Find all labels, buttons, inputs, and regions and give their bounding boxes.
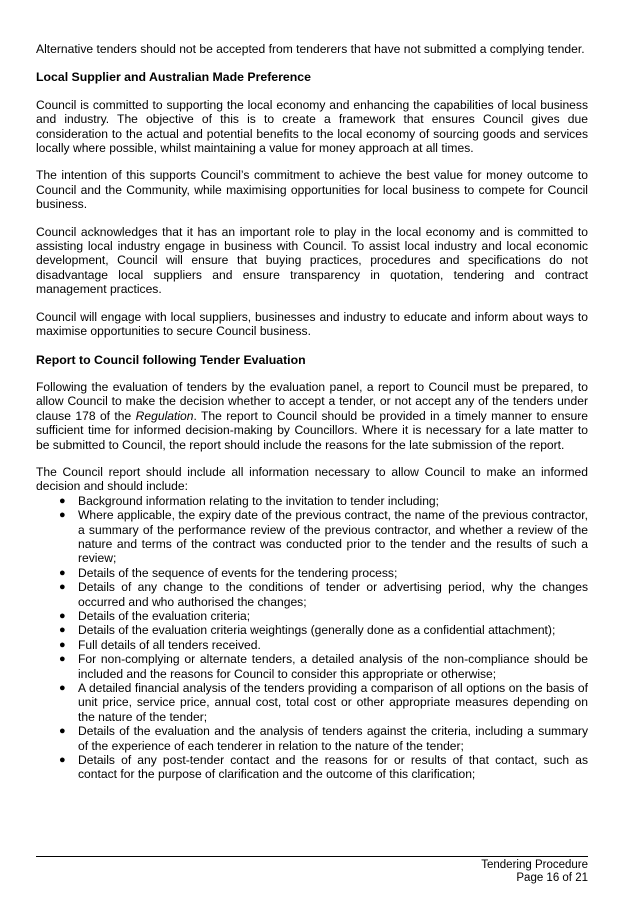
list-item-text: A detailed financial analysis of the tenders providing a comparison of all options on the basis of unit price, service price, annual cost, total cost or other appropriate measures depending on the nature of the tender;: [78, 681, 588, 724]
bullet-icon: ●: [59, 624, 66, 637]
list-item-text: Details of the evaluation criteria;: [78, 609, 251, 623]
footer-page-number: Page 16 of 21: [516, 872, 588, 884]
list-item-text: For non-complying or alternate tenders, a detailed analysis of the non-compliance should be included and the reasons for Council to consider this appropriate or otherwise;: [78, 652, 588, 681]
bullet-icon: ●: [59, 682, 66, 695]
report-paragraph-1-end: . The report to Council should be provided in a timely manner to ensure sufficient time for informed decision-making by Councillors. Where it is necessary for a late matter to be submitted to Council, the report should include the reasons for the late submission of the report.: [36, 408, 588, 452]
bullet-icon: ●: [59, 566, 66, 579]
local-paragraph-4: Council will engage with local suppliers, businesses and industry to educate and inform about ways to maximise opportunities to secure Council business.: [36, 309, 588, 339]
list-item: [36, 566, 588, 580]
list-item-text: Full details of all tenders received.: [78, 637, 261, 652]
document-page: [36, 42, 588, 782]
list-item-text: Background information relating to the invitation to tender including;: [78, 493, 440, 508]
bullet-icon: ●: [59, 494, 66, 507]
list-item-text: Details of any change to the conditions of tender or advertising period, why the changes occurred and who authorised the changes;: [78, 580, 588, 609]
footer-divider: [36, 856, 588, 857]
bullet-icon: ●: [59, 581, 66, 594]
report-content-list: [36, 494, 588, 782]
heading-report-to-council: Report to Council following Tender Evaluation: [36, 352, 306, 367]
bullet-icon: ●: [59, 725, 66, 738]
bullet-icon: ●: [59, 638, 66, 651]
list-item-text: Where applicable, the expiry date of the previous contract, the name of the previous contractor, a summary of the performance review of the previous contractor, and whether a review of the nature and terms of the contract was conducted prior to the tender and the results of such a review;: [78, 508, 588, 566]
report-paragraph-2: The Council report should include all information necessary to allow Council to make an informed decision and should include:: [36, 464, 588, 494]
local-paragraph-1: Council is committed to supporting the local economy and enhancing the capabilities of local business and industry. The objective of this is to create a framework that ensures Council gives due consideration to the actual and potential benefits to the local economy of sourcing goods and services locally where possible, whilst maintaining a value for money approach at all times.: [36, 97, 588, 156]
footer-document-title: Tendering Procedure: [481, 859, 588, 871]
list-item-text: Details of the sequence of events for the tendering process;: [78, 565, 398, 580]
bullet-icon: ●: [59, 509, 66, 522]
bullet-icon: ●: [59, 653, 66, 666]
list-item: [36, 623, 588, 637]
list-item: [36, 681, 588, 724]
list-item: [36, 724, 588, 753]
list-item: [36, 494, 588, 508]
list-item-text: Details of any post-tender contact and the reasons for or results of that contact, such as contact for the purpose of clarification and the outcome of this clarification;: [78, 753, 588, 782]
list-item: [36, 652, 588, 681]
bullet-icon: ●: [59, 754, 66, 767]
list-item-text: Details of the evaluation criteria weightings (generally done as a confidential attachment);: [78, 623, 556, 638]
local-paragraph-3: Council acknowledges that it has an important role to play in the local economy and is committed to assisting local industry engage in business with Council. To assist local industry and local economic development, Council will ensure that buying practices, procedures and specifications do not disadvantage local suppliers and ensure transparency in quotation, tendering and contract management practices.: [36, 224, 588, 297]
list-item: [36, 753, 588, 782]
page-footer: [481, 859, 588, 885]
intro-paragraph: Alternative tenders should not be accepted from tenderers that have not submitted a complying tender.: [36, 42, 585, 56]
list-item: [36, 638, 588, 652]
list-item: [36, 580, 588, 609]
report-paragraph-1-start: Following the evaluation of tenders by the evaluation panel, a report to Council must be prepared, to allow Council to make the decision whether to accept a tender, or not accept any of the tenders under clause 178 of the: [36, 379, 588, 423]
heading-local-supplier: Local Supplier and Australian Made Preference: [36, 70, 311, 85]
local-paragraph-2: The intention of this supports Council’s commitment to achieve the best value for money outcome to Council and the Community, while maximising opportunities for local business to compete for Council business.: [36, 168, 588, 212]
list-item: [36, 508, 588, 566]
report-paragraph-1: [36, 380, 588, 452]
list-item: [36, 609, 588, 623]
bullet-icon: ●: [59, 610, 66, 622]
regulation-term: Regulation: [135, 408, 194, 423]
list-item-text: Details of the evaluation and the analysis of tenders against the criteria, including a summary of the experience of each tenderer in relation to the nature of the tender;: [78, 724, 588, 753]
